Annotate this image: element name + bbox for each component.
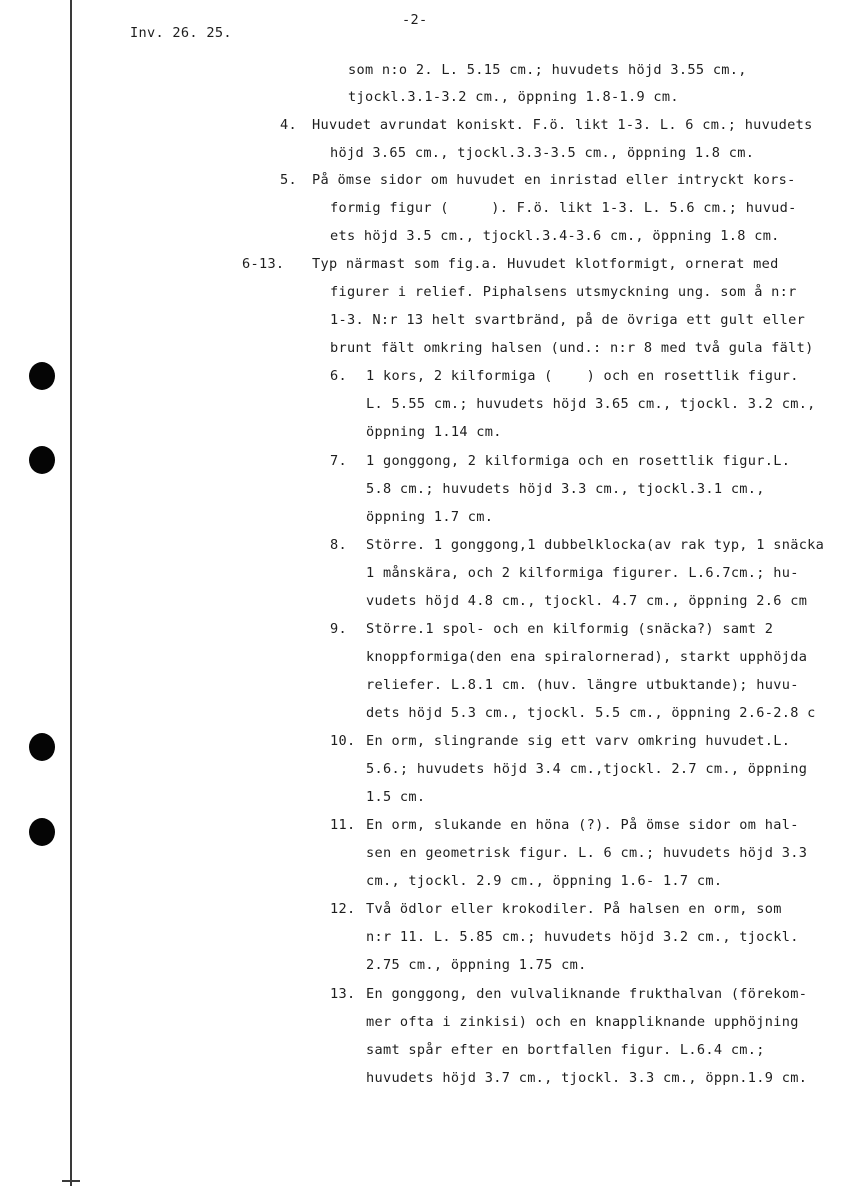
entry-line: L. 5.55 cm.; huvudets höjd 3.65 cm., tjockl. 3.2 cm., — [366, 396, 816, 412]
entry-line: mer ofta i zinkisi) och en knappliknande upphöjning — [366, 1014, 799, 1030]
entry-line: dets höjd 5.3 cm., tjockl. 5.5 cm., öppning 2.6-2.8 c — [366, 705, 816, 721]
entry-line: huvudets höjd 3.7 cm., tjockl. 3.3 cm., öppn.1.9 cm. — [366, 1070, 808, 1086]
entry-number: 11. — [330, 817, 356, 833]
entry-number: 7. — [330, 453, 347, 469]
entry-line: som n:o 2. L. 5.15 cm.; huvudets höjd 3.55 cm., — [348, 62, 747, 78]
entry-line: cm., tjockl. 2.9 cm., öppning 1.6- 1.7 cm. — [366, 873, 723, 889]
entry-line: 1 månskära, och 2 kilformiga figurer. L.6.7cm.; hu- — [366, 565, 799, 581]
entry-number: 12. — [330, 901, 356, 917]
entry-line: figurer i relief. Piphalsens utsmyckning ung. som å n:r — [330, 284, 797, 300]
entry-line: höjd 3.65 cm., tjockl.3.3-3.5 cm., öppning 1.8 cm. — [330, 145, 755, 161]
entry-line: sen en geometrisk figur. L. 6 cm.; huvudets höjd 3.3 — [366, 845, 808, 861]
entry-line: En orm, slingrande sig ett varv omkring huvudet.L. — [366, 733, 791, 749]
entry-line: öppning 1.7 cm. — [366, 509, 494, 525]
entry-line: knoppformiga(den ena spiralornerad), starkt upphöjda — [366, 649, 808, 665]
margin-rule — [70, 0, 72, 1186]
entry-line: öppning 1.14 cm. — [366, 424, 502, 440]
entry-number: 6-13. — [242, 256, 285, 272]
punch-hole — [29, 362, 55, 390]
entry-number: 8. — [330, 537, 347, 553]
entry-number: 10. — [330, 733, 356, 749]
entry-number: 5. — [280, 172, 297, 188]
entry-line: 1 gonggong, 2 kilformiga och en rosettlik figur.L. — [366, 453, 791, 469]
page-number: -2- — [402, 12, 428, 28]
entry-line: En gonggong, den vulvaliknande frukthalvan (förekom- — [366, 986, 808, 1002]
punch-hole — [29, 818, 55, 846]
entry-line: Större.1 spol- och en kilformig (snäcka?) samt 2 — [366, 621, 774, 637]
entry-line: formig figur ( ). F.ö. likt 1-3. L. 5.6 cm.; huvud- — [330, 200, 797, 216]
entry-line: 5.6.; huvudets höjd 3.4 cm.,tjockl. 2.7 cm., öppning — [366, 761, 808, 777]
entry-line: 1 kors, 2 kilformiga ( ) och en rosettlik figur. — [366, 368, 799, 384]
entry-line: reliefer. L.8.1 cm. (huv. längre utbuktande); huvu- — [366, 677, 799, 693]
punch-hole — [29, 733, 55, 761]
entry-line: Större. 1 gonggong,1 dubbelklocka(av rak typ, 1 snäcka — [366, 537, 825, 553]
punch-hole — [29, 446, 55, 474]
entry-line: 1-3. N:r 13 helt svartbränd, på de övriga ett gult eller — [330, 312, 806, 328]
entry-line: 5.8 cm.; huvudets höjd 3.3 cm., tjockl.3.1 cm., — [366, 481, 765, 497]
margin-tick — [62, 1180, 80, 1182]
entry-line: samt spår efter en bortfallen figur. L.6.4 cm.; — [366, 1042, 765, 1058]
entry-line: Typ närmast som fig.a. Huvudet klotformigt, ornerat med — [312, 256, 779, 272]
entry-number: 9. — [330, 621, 347, 637]
entry-number: 13. — [330, 986, 356, 1002]
entry-line: Två ödlor eller krokodiler. På halsen en orm, som — [366, 901, 782, 917]
entry-line: Huvudet avrundat koniskt. F.ö. likt 1-3. L. 6 cm.; huvudets — [312, 117, 813, 133]
entry-line: På ömse sidor om huvudet en inristad eller intryckt kors- — [312, 172, 796, 188]
entry-line: n:r 11. L. 5.85 cm.; huvudets höjd 3.2 cm., tjockl. — [366, 929, 799, 945]
entry-line: En orm, slukande en höna (?). På ömse sidor om hal- — [366, 817, 799, 833]
entry-number: 4. — [280, 117, 297, 133]
entry-line: vudets höjd 4.8 cm., tjockl. 4.7 cm., öppning 2.6 cm — [366, 593, 808, 609]
entry-line: 2.75 cm., öppning 1.75 cm. — [366, 957, 587, 973]
entry-number: 6. — [330, 368, 347, 384]
inventory-number: Inv. 26. 25. — [130, 25, 232, 41]
entry-line: 1.5 cm. — [366, 789, 426, 805]
entry-line: tjockl.3.1-3.2 cm., öppning 1.8-1.9 cm. — [348, 89, 679, 105]
entry-line: brunt fält omkring halsen (und.: n:r 8 med två gula fält) — [330, 340, 814, 356]
entry-line: ets höjd 3.5 cm., tjockl.3.4-3.6 cm., öppning 1.8 cm. — [330, 228, 780, 244]
